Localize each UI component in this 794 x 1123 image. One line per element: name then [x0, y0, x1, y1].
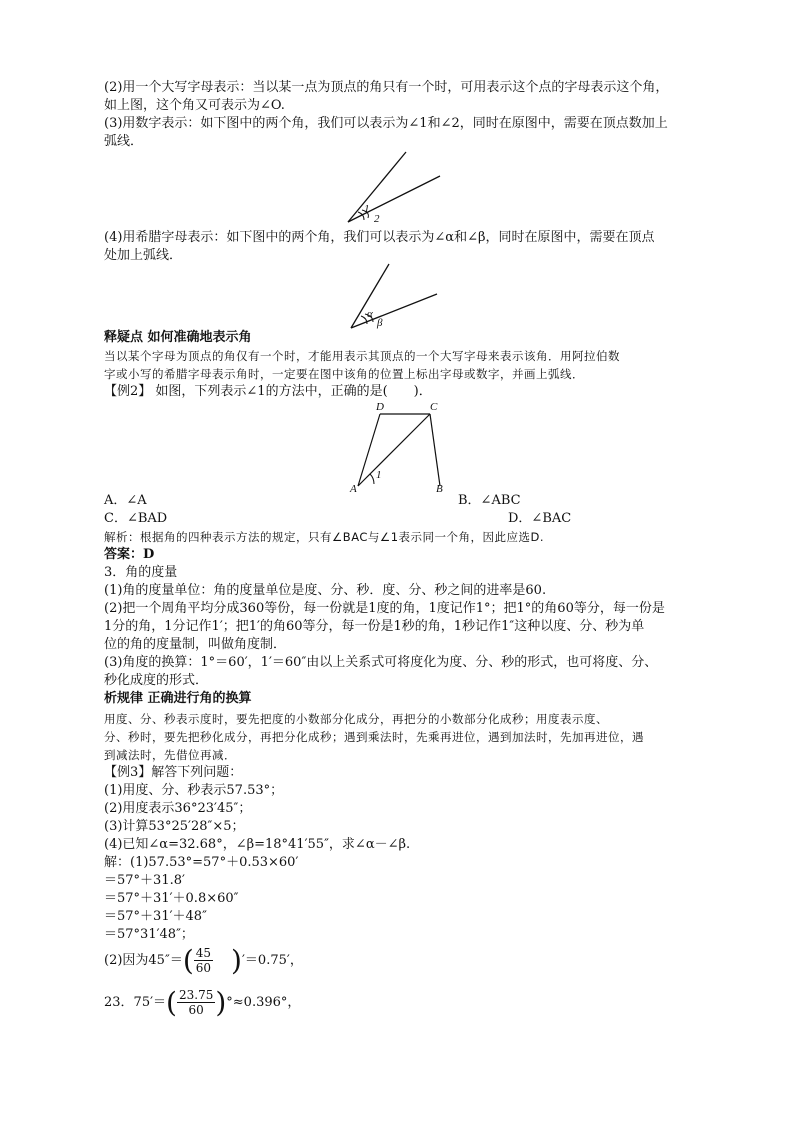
denominator: 60	[188, 1003, 204, 1017]
figure-label: 1	[364, 203, 370, 215]
example-title: 【例2】 如图，下列表示∠1的方法中，正确的是( )．	[104, 384, 432, 399]
right-paren: )	[215, 985, 227, 1019]
text-line: (3)角度的换算：1°＝60′，1′＝60″由以上关系式可将度化为度、分、秒的形式，也可将度、分、	[104, 655, 658, 670]
left-paren: (	[182, 943, 194, 977]
figure-label: 2	[374, 213, 380, 225]
option-c: C．∠BAD	[104, 511, 168, 526]
text-line: 到减法时，先借位再减．	[104, 748, 236, 762]
text-line: (3)用数字表示：如下图中的两个角，我们可以表示为∠1和∠2，同时在原图中，需要在顶点数加上	[104, 116, 668, 131]
solution-line: ＝57°＋31.8′	[104, 873, 185, 888]
text-line: (3)计算53°25′28″×5；	[104, 819, 245, 834]
text-line: 分、秒时，要先把秒化成分，再把分化成秒；遇到乘法时，先乘再进位，遇到加法时，先加再进位，遇	[104, 730, 644, 744]
text-line: 秒化成度的形式．	[104, 673, 209, 688]
figure-label: B	[436, 483, 443, 494]
option-d: D．∠BAC	[508, 511, 572, 526]
text-line: 用度、分、秒表示度时，要先把度的小数部分化成分，再把分的小数部分化成秒；用度表示度、	[104, 712, 608, 726]
left-paren: (	[166, 985, 177, 1019]
answer-text: 答案：D	[104, 547, 155, 562]
section-heading: 3．角的度量	[104, 565, 178, 580]
figure-label: C	[430, 401, 438, 413]
text-line: 字或小写的希腊字母表示角时，一定要在图中该角的位置上标出字母或数字，并画上弧线．	[104, 367, 584, 381]
option-b: B．∠ABC	[458, 493, 521, 508]
example-title: 【例3】解答下列问题：	[104, 765, 243, 780]
fraction-suffix: ′＝0.75′，	[241, 952, 303, 968]
fraction	[194, 946, 213, 975]
solution-line: ＝57°＋31′＋48″	[104, 909, 207, 924]
section-heading: 释疑点 如何准确地表示角	[104, 330, 252, 345]
text-line: 当以某个字母为顶点的角仅有一个时，才能用表示其顶点的一个大写字母来表示该角．用阿拉伯数	[104, 349, 620, 363]
option-a: A．∠A	[104, 493, 147, 508]
text-line: 弧线．	[104, 134, 144, 149]
text-line: (1)角的度量单位：角的度量单位是度、分、秒．度、分、秒之间的进率是60.	[104, 583, 547, 598]
text-line: (4)已知∠α=32.68°，∠β=18°41′55″，求∠α－∠β.	[104, 837, 411, 852]
figure-label: α	[367, 308, 373, 320]
text-line: 1分的角，1分记作1′；把1′的角60等分，每一份是1秒的角，1秒记作1″这种以度、分、秒为单	[104, 619, 645, 634]
fraction-prefix: 23．75′＝	[104, 994, 167, 1010]
text-line: (2)用一个大写字母表示：当以某一点为顶点的角只有一个时，可用表示这个点的字母表示这个角，	[104, 80, 669, 95]
section-heading: 析规律 正确进行角的换算	[104, 691, 252, 706]
text-line: 处加上弧线．	[104, 248, 183, 263]
text-line: (4)用希腊字母表示：如下图中的两个角，我们可以表示为∠α和∠β，同时在原图中，需要在顶点	[104, 230, 655, 245]
text-line: 位的角的度量制，叫做角度制．	[104, 637, 287, 652]
quadrilateral-figure	[348, 398, 458, 494]
fraction-suffix: °≈0.396°，	[226, 994, 301, 1010]
figure-label: A	[350, 483, 357, 494]
solution-line: ＝57°31′48″；	[104, 927, 194, 942]
figure-label: β	[377, 317, 383, 329]
solution-line: ＝57°＋31′＋0.8×60″	[104, 891, 239, 906]
fraction	[177, 988, 215, 1017]
text-line: (1)用度、分、秒表示57.53°；	[104, 783, 284, 798]
figure-label: D	[376, 401, 384, 413]
denominator: 60	[195, 961, 212, 975]
text-line: (2)把一个周角平均分成360等份，每一份就是1度的角，1度记作1°；把1°的角60等分，每一份是	[104, 601, 665, 616]
figure-label: 1	[376, 469, 382, 481]
solution-fraction-line	[104, 943, 303, 977]
numerator: 23.75	[178, 988, 214, 1002]
text-line: (2)用度表示36°23′45″；	[104, 801, 252, 816]
angle-figure-1-2	[340, 150, 450, 225]
right-paren: )	[231, 943, 242, 977]
numerator: 45	[195, 946, 212, 960]
analysis-text: 解析：根据角的四种表示方法的规定，只有∠BAC与∠1表示同一个角，因此应选D.	[104, 530, 545, 544]
text-line: 如上图，这个角又可表示为∠O.	[104, 98, 285, 113]
fraction-prefix: (2)因为45″＝	[104, 952, 183, 968]
angle-figure-alpha-beta	[345, 262, 455, 332]
solution-line: 解：(1)57.53°=57°＋0.53×60′	[104, 855, 299, 870]
solution-fraction-line	[104, 985, 301, 1019]
